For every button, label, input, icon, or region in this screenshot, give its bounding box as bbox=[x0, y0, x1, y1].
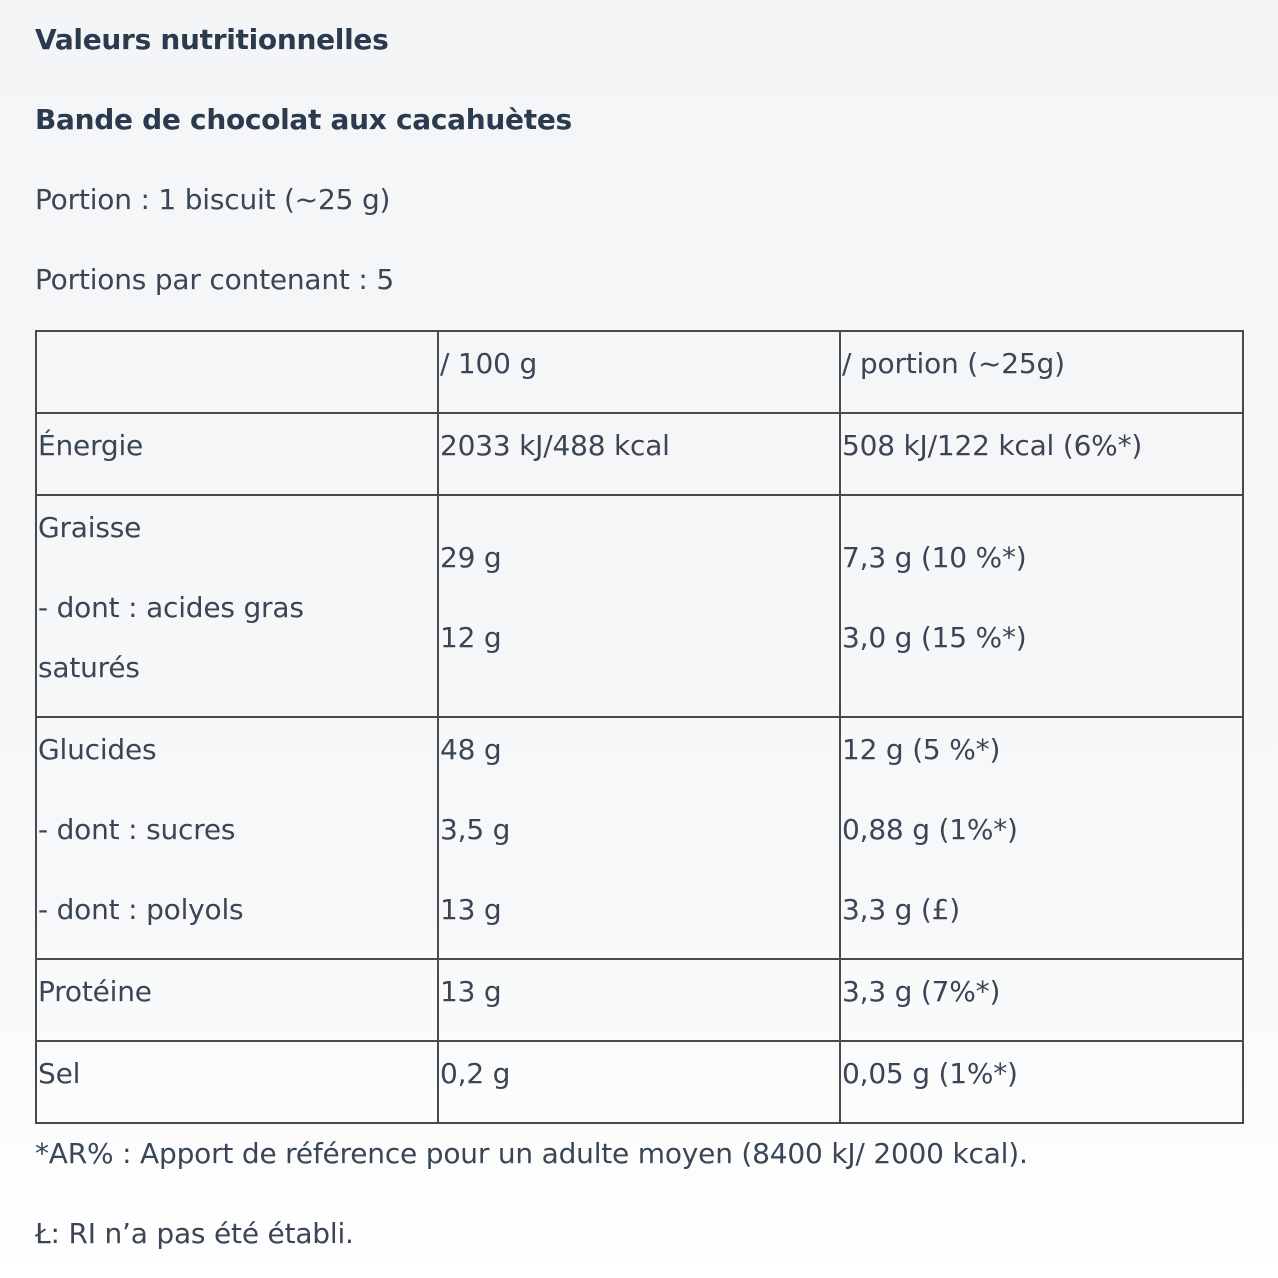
product-name: Bande de chocolat aux cacahuètes bbox=[35, 103, 572, 136]
fat-per100-cell bbox=[438, 495, 840, 717]
protein-perportion: 3,3 g (7%*) bbox=[840, 959, 1243, 1041]
energy-per100: 2033 kJ/488 kcal bbox=[438, 413, 840, 495]
protein-label: Protéine bbox=[36, 959, 438, 1041]
polyols-perportion: 3,3 g (£) bbox=[842, 893, 960, 926]
sugars-perportion: 0,88 g (1%*) bbox=[842, 813, 1018, 846]
footnote-ri-not-established: Ł: RI n’a pas été établi. bbox=[35, 1217, 354, 1250]
protein-per100: 13 g bbox=[438, 959, 840, 1041]
energy-label: Énergie bbox=[36, 413, 438, 495]
nutrition-table bbox=[35, 330, 1244, 1124]
header-cell-perportion: / portion (~25g) bbox=[840, 331, 1243, 413]
fat-perportion: 7,3 g (10 %*) bbox=[842, 541, 1027, 574]
polyols-per100: 13 g bbox=[440, 893, 502, 926]
table-row-fat bbox=[36, 495, 1243, 717]
sat-fat-perportion: 3,0 g (15 %*) bbox=[842, 621, 1027, 654]
salt-per100: 0,2 g bbox=[438, 1041, 840, 1123]
fat-label-cell bbox=[36, 495, 438, 717]
sugars-per100: 3,5 g bbox=[440, 813, 511, 846]
sat-fat-label-2: saturés bbox=[38, 651, 140, 684]
energy-perportion: 508 kJ/122 kcal (6%*) bbox=[840, 413, 1243, 495]
footnote-reference-intake: *AR% : Apport de référence pour un adulte moyen (8400 kJ/ 2000 kcal). bbox=[35, 1137, 1028, 1170]
salt-label: Sel bbox=[36, 1041, 438, 1123]
fat-per100: 29 g bbox=[440, 541, 502, 574]
polyols-label: - dont : polyols bbox=[38, 893, 244, 926]
portion-size: Portion : 1 biscuit (~25 g) bbox=[35, 183, 391, 216]
page-title: Valeurs nutritionnelles bbox=[35, 23, 389, 56]
carbs-perportion: 12 g (5 %*) bbox=[842, 733, 1001, 766]
fat-label: Graisse bbox=[38, 511, 142, 544]
carbs-label: Glucides bbox=[38, 733, 157, 766]
salt-perportion: 0,05 g (1%*) bbox=[840, 1041, 1243, 1123]
sat-fat-label-1: - dont : acides gras bbox=[38, 591, 304, 624]
table-row-protein bbox=[36, 959, 1243, 1041]
carbs-label-cell bbox=[36, 717, 438, 959]
table-row-carbs bbox=[36, 717, 1243, 959]
carbs-per100: 48 g bbox=[440, 733, 502, 766]
table-header-row bbox=[36, 331, 1243, 413]
portions-per-container: Portions par contenant : 5 bbox=[35, 263, 394, 296]
sugars-label: - dont : sucres bbox=[38, 813, 236, 846]
header-cell-empty bbox=[36, 331, 438, 413]
sat-fat-per100: 12 g bbox=[440, 621, 502, 654]
carbs-per100-cell bbox=[438, 717, 840, 959]
table-row-energy bbox=[36, 413, 1243, 495]
table-row-salt bbox=[36, 1041, 1243, 1123]
header-cell-per100: / 100 g bbox=[438, 331, 840, 413]
carbs-perportion-cell bbox=[840, 717, 1243, 959]
fat-perportion-cell bbox=[840, 495, 1243, 717]
